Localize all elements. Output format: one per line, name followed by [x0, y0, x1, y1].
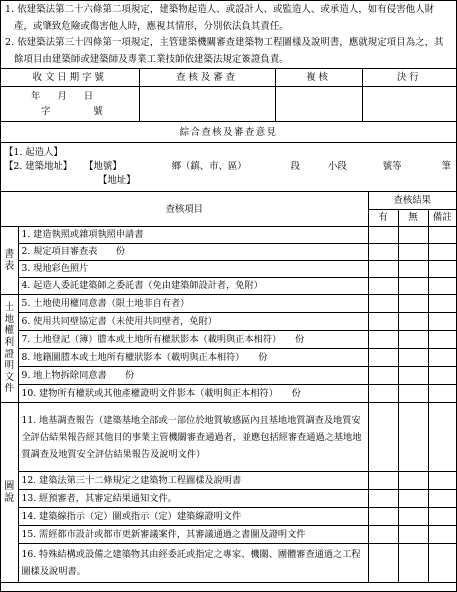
header-review: 查核及審查 [139, 69, 275, 87]
lot-count: 筆 [441, 161, 451, 172]
lot-number: 號等 [382, 161, 402, 172]
item-4-no[interactable] [398, 278, 428, 295]
category-docs: 書表 [1, 227, 18, 295]
item-13-note[interactable] [428, 490, 456, 508]
form-table [1, 69, 456, 583]
item-1-no[interactable] [398, 227, 428, 244]
addr-row [4, 174, 453, 188]
item-15-no[interactable] [398, 526, 428, 544]
item-5-note[interactable] [428, 295, 456, 313]
item-3-note[interactable] [428, 261, 456, 278]
item-11-yes[interactable] [368, 403, 398, 472]
header-decision: 決行 [362, 69, 456, 87]
item-2-no[interactable] [398, 244, 428, 261]
checklist-item-5: 5. 土地使用權同意書（限土地非自有者） [18, 295, 368, 313]
recheck-field[interactable] [275, 87, 362, 122]
applicant-label: 【1. 起造人】 [4, 147, 63, 158]
item-14-no[interactable] [398, 508, 428, 526]
checklist-item-6: 6. 使用共同壁協定書（未使用共同壁者，免附） [18, 313, 368, 331]
result-note-header: 備註 [428, 209, 456, 227]
item-11-note[interactable] [428, 403, 456, 472]
item-9-no[interactable] [398, 367, 428, 385]
item-9-yes[interactable] [368, 367, 398, 385]
review-field[interactable] [139, 87, 275, 122]
address-row [4, 160, 453, 174]
checklist-result-header: 查核結果 [368, 192, 456, 210]
item-10-no[interactable] [398, 385, 428, 403]
address-label: 【2. 建築地址】 [4, 161, 73, 172]
item-10-note[interactable] [428, 385, 456, 403]
checklist-item-2: 2. 規定項目審查表 份 [18, 244, 368, 261]
item-14-note[interactable] [428, 508, 456, 526]
item-15-note[interactable] [428, 526, 456, 544]
item-11-no[interactable] [398, 403, 428, 472]
receipt-date-field[interactable] [1, 87, 139, 122]
checklist-item-14: 14. 建築線指示（定）圖或指示（定）建築線證明文件 [18, 508, 368, 526]
item-14-yes[interactable] [368, 508, 398, 526]
legal-notes [1, 1, 456, 69]
header-receipt: 收文日期字號 [1, 69, 139, 87]
result-no-header: 無 [398, 209, 428, 227]
item-4-note[interactable] [428, 278, 456, 295]
date-line: 年 月 日 [31, 91, 94, 102]
checklist-item-header: 查核項目 [1, 192, 368, 227]
lot-district: 鄉（鎮、市、區） [171, 161, 247, 172]
addr-label: 【地址】 [98, 175, 136, 186]
note-2: 2. 依建築法第三十四條第一項規定，主管建築機關審查建築物工程圖樣及說明書，應就規定項目為之，其餘項目由建築師或建築師及專業工業技師依建築法規定簽證負責。 [5, 37, 444, 65]
item-7-no[interactable] [398, 331, 428, 349]
lot-section: 段 [290, 161, 301, 172]
header-recheck: 複核 [275, 69, 362, 87]
item-12-yes[interactable] [368, 472, 398, 490]
combined-opinion-title: 綜合查核及審查意見 [1, 122, 456, 143]
item-16-note[interactable] [428, 544, 456, 583]
category-drawings: 圖說 [1, 403, 18, 583]
checklist-item-12: 12. 建築法第三十二條規定之建築物工程圖樣及說明書 [18, 472, 368, 490]
number-line: 字 號 [41, 106, 103, 117]
item-9-note[interactable] [428, 367, 456, 385]
item-8-yes[interactable] [368, 349, 398, 367]
item-16-no[interactable] [398, 544, 428, 583]
checklist-item-10: 10. 建物所有權狀或其他產權證明文件影本（載明與正本相符） 份 [18, 385, 368, 403]
checklist-item-13: 13. 經預審者，其審定結果通知文件。 [18, 490, 368, 508]
checklist-item-15: 15. 需經都市設計或都市更新審議案件，其審議通過之書圖及證明文件 [18, 526, 368, 544]
checklist-item-7: 7. 土地登記（簿）謄本或土地所有權狀影本（載明與正本相符） 份 [18, 331, 368, 349]
lot-subsection: 小段 [327, 161, 347, 172]
item-12-no[interactable] [398, 472, 428, 490]
checklist-item-9: 9. 地上物拆除同意書 份 [18, 367, 368, 385]
item-8-note[interactable] [428, 349, 456, 367]
item-15-yes[interactable] [368, 526, 398, 544]
note-1: 1. 依建築法第二十六條第二項規定，建築物起造人、或設計人、或監造人、或承造人，如有侵害他人財產，或肇致危險或傷害他人時，應視其情形，分別依法負其責任。 [5, 4, 435, 32]
item-6-yes[interactable] [368, 313, 398, 331]
applicant-section [1, 143, 456, 192]
item-3-no[interactable] [398, 261, 428, 278]
lot-label: 【地號】 [84, 161, 122, 172]
item-1-yes[interactable] [368, 227, 398, 244]
item-2-note[interactable] [428, 244, 456, 261]
item-1-note[interactable] [428, 227, 456, 244]
item-7-yes[interactable] [368, 331, 398, 349]
item-13-no[interactable] [398, 490, 428, 508]
item-2-yes[interactable] [368, 244, 398, 261]
item-13-yes[interactable] [368, 490, 398, 508]
item-12-note[interactable] [428, 472, 456, 490]
checklist-item-4: 4. 起造人委託建築師之委託書（免由建築師設計者，免附） [18, 278, 368, 295]
decision-field[interactable] [362, 87, 456, 122]
item-7-note[interactable] [428, 331, 456, 349]
item-10-yes[interactable] [368, 385, 398, 403]
item-6-note[interactable] [428, 313, 456, 331]
checklist-item-8: 8. 地籍圖謄本或土地所有權狀影本（載明與正本相符） 份 [18, 349, 368, 367]
checklist-item-16: 16. 特殊結構或設備之建築物其由經委託或指定之專家、機關、團體審查通過之工程圖樣及說明書。 [18, 544, 368, 583]
item-6-no[interactable] [398, 313, 428, 331]
item-3-yes[interactable] [368, 261, 398, 278]
checklist-item-3: 3. 現地彩色照片 [18, 261, 368, 278]
checklist-item-1: 1. 建造執照或雜項執照申請書 [18, 227, 368, 244]
item-16-yes[interactable] [368, 544, 398, 583]
item-5-no[interactable] [398, 295, 428, 313]
category-land-rights: 土地權利證明文件 [1, 295, 18, 403]
checklist-item-11: 11. 地基調查報告（建築基地全部或一部位於地質敏感區內且基地地質調查及地質安全評估結果報告經其他目的事業主管機關審查通過者，並應包括經審查通過之基地地質調查及地質安全評估結果報告及說明文件） [18, 403, 368, 472]
item-4-yes[interactable] [368, 278, 398, 295]
item-8-no[interactable] [398, 349, 428, 367]
result-yes-header: 有 [368, 209, 398, 227]
item-5-yes[interactable] [368, 295, 398, 313]
